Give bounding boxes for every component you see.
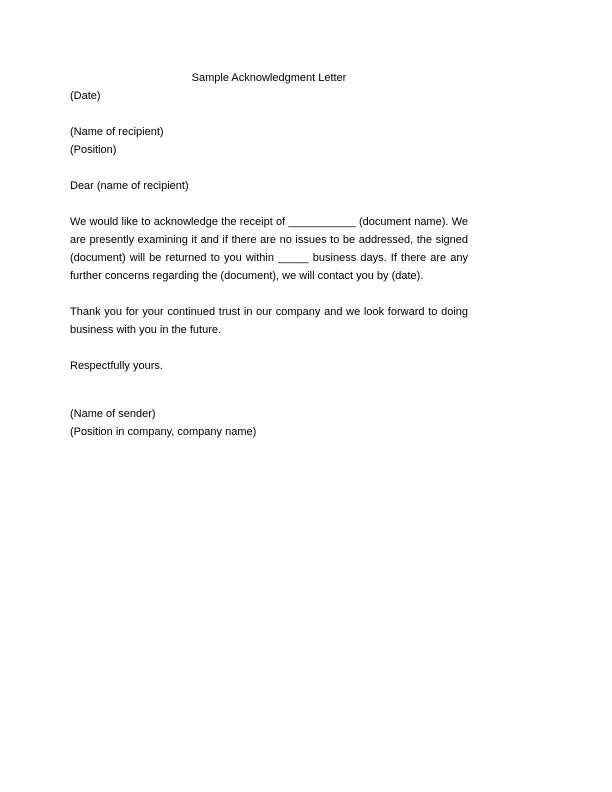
sender-position-placeholder: (Position in company, company name): [70, 426, 257, 438]
paragraph-receipt-line-2: are presently examining it and if there are no issues to be addressed, the signed: [70, 234, 468, 246]
recipient-block: [70, 123, 468, 159]
paragraph-thanks-line-1: Thank you for your continued trust in our company and we look forward to doing: [70, 306, 468, 318]
paragraph-receipt-line-1: We would like to acknowledge the receipt of ___________ (document name). We: [70, 216, 468, 228]
paragraph-receipt-line-4: further concerns regarding the (document), we will contact you by (date).: [70, 270, 424, 282]
letter-title: Sample Acknowledgment Letter: [191, 72, 347, 84]
signature-block: [70, 405, 468, 441]
closing: Respectfully yours.: [70, 360, 163, 372]
recipient-position-placeholder: (Position): [70, 144, 117, 156]
paragraph-thanks-line-2: business with you in the future.: [70, 324, 222, 336]
paragraph-receipt: [70, 213, 468, 285]
date-placeholder: (Date): [70, 90, 101, 102]
salutation: Dear (name of recipient): [70, 180, 189, 192]
paragraph-thanks: [70, 303, 468, 339]
paragraph-receipt-line-3: (document) will be returned to you within _____ business days. If there are any: [70, 252, 468, 264]
recipient-name-placeholder: (Name of recipient): [70, 126, 164, 138]
sender-name-placeholder: (Name of sender): [70, 408, 156, 420]
